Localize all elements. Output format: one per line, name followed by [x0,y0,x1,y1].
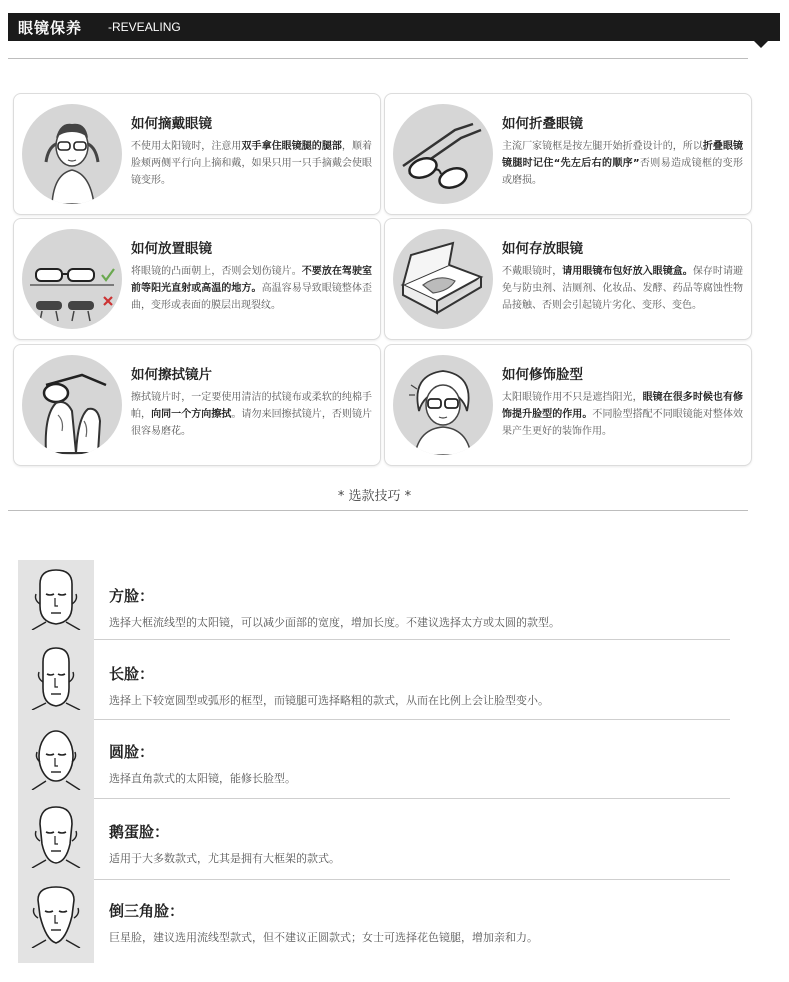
face-type-oval [109,821,340,866]
face-type-name: 长脸： [109,665,155,683]
face-type-name: 鹅蛋脸： [109,823,170,841]
folded-glasses-icon [393,104,493,204]
header-divider [8,58,748,59]
header-notch [754,41,768,48]
care-card-store-glasses [384,218,752,340]
face-type-desc: 选择直角款式的太阳镜，能修长脸型。 [109,772,296,785]
card-title: 如何折叠眼镜 [502,116,583,132]
header-subtitle: -REVEALING [108,20,181,34]
care-card-wipe-lens [13,344,381,466]
face-type-inverted-triangle [109,900,538,945]
card-body: 不戴眼镜时，请用眼镜布包好放入眼镜盒。保存时请避免与防虫剂、洁厕剂、化妆品、发酵、药品等腐蚀性物品接触、否则会引起镜片劣化、变形、变色。 [502,266,744,311]
card-title: 如何放置眼镜 [131,241,212,257]
face-type-desc: 选择大框流线型的太阳镜，可以减少面部的宽度，增加长度。不建议选择太方或太圆的款型。 [109,616,560,629]
card-title: 如何摘戴眼镜 [131,116,212,132]
face-row-divider [94,639,730,640]
glasses-placement-icon [22,229,122,329]
face-type-long [109,663,549,708]
face-type-desc: 适用于大多数款式，尤其是拥有大框架的款式。 [109,852,340,865]
header-title: 眼镜保养 [18,18,83,37]
card-body: 将眼镜的凸面朝上，否则会划伤镜片。不要放在驾驶室前等阳光直射或高温的地方。高温容易导致眼镜整体歪曲，变形或表面的膜层出现裂纹。 [131,266,373,311]
section-title: * 选款技巧 * [337,489,412,504]
face-row-divider [94,719,730,720]
face-type-square [109,585,560,630]
long-face-icon [26,646,86,710]
face-type-name: 倒三角脸： [109,902,185,920]
inverted-triangle-face-icon [26,884,86,948]
face-type-name: 圆脸： [109,743,155,761]
face-type-desc: 巨星脸，建议选用流线型款式，但不建议正圆款式；女士可选择花色镜腿，增加亲和力。 [109,931,538,944]
face-row-divider [94,798,730,799]
care-card-fold-glasses [384,93,752,215]
section-divider [8,510,748,511]
card-title: 如何存放眼镜 [502,241,583,257]
face-type-name: 方脸： [109,587,155,605]
header-bar [8,13,780,41]
face-row-divider [94,879,730,880]
face-type-round [109,741,296,786]
square-face-icon [26,566,86,630]
face-type-desc: 选择上下较宽圆型或弧形的框型，而镜腿可选择略粗的款式，从而在比例上会让脸型变小。 [109,694,549,707]
card-title: 如何擦拭镜片 [131,367,212,383]
face-icon-panel [18,560,94,963]
card-body: 主流厂家镜框是按左腿开始折叠设计的，所以折叠眼镜镜腿时记住“先左后右的顺序”否则易造成镜框的变形或磨损。 [502,141,744,186]
care-card-place-glasses [13,218,381,340]
glasses-case-icon [393,229,493,329]
card-body: 擦拭镜片时，一定要使用清洁的拭镜布或柔软的纯棉手帕，向同一个方向擦拭。请勿来回擦拭镜片，否则镜片很容易磨花。 [131,392,373,437]
wiping-lens-icon [22,355,122,455]
care-card-remove-glasses [13,93,381,215]
care-card-face-shaping [384,344,752,466]
card-body: 不使用太阳镜时，注意用双手拿住眼镜腿的腿部，顺着脸颊两侧平行向上摘和戴，如果只用一只手摘戴会使眼镜变形。 [131,141,373,186]
round-face-icon [26,726,86,790]
person-removing-glasses-icon [22,104,122,204]
card-body: 太阳眼镜作用不只是遮挡阳光，眼镜在很多时候也有修饰提升脸型的作用。不同脸型搭配不同眼镜能对整体效果产生更好的装饰作用。 [502,392,744,437]
oval-face-icon [26,804,86,868]
card-title: 如何修饰脸型 [502,367,583,383]
woman-with-glasses-icon [393,355,493,455]
